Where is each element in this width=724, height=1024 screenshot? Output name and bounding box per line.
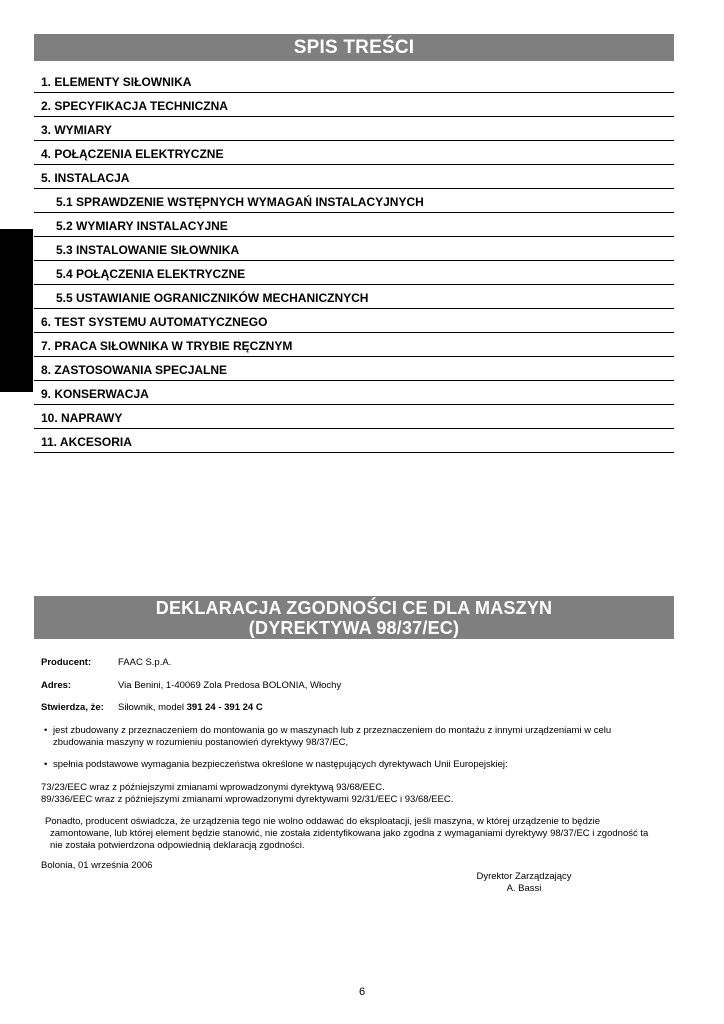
toc-item[interactable]: 10. NAPRAWY: [34, 405, 674, 429]
bullet1-line2: zbudowania maszyny w rozumieniu postanowień dyrektywy 98/37/EC,: [53, 737, 349, 748]
address-label: Adres:: [41, 680, 72, 691]
directive-1: 73/23/EEC wraz z późniejszymi zmianami wprowadzonymi dyrektywą 93/68/EEC.: [41, 782, 385, 793]
page-number: 6: [358, 986, 366, 998]
toc-item[interactable]: 6. TEST SYSTEMU AUTOMATYCZNEGO: [34, 309, 674, 333]
toc-subitem[interactable]: 5.4 POŁĄCZENIA ELEKTRYCZNE: [34, 261, 674, 285]
further-statement: [45, 816, 675, 852]
toc-item[interactable]: 3. WYMIARY: [34, 117, 674, 141]
toc-item[interactable]: 9. KONSERWACJA: [34, 381, 674, 405]
bullet1-line1: jest zbudowany z przeznaczeniem do montowania go w maszynach lub z przeznaczeniem do montażu z innymi urządzeniami w celu: [53, 725, 612, 736]
declaration-title-line1: DEKLARACJA ZGODNOŚCI CE DLA MASZYN: [155, 598, 553, 618]
toc-item[interactable]: 8. ZASTOSOWANIA SPECJALNE: [34, 357, 674, 381]
confirms-value-prefix: Siłownik, model: [118, 702, 184, 713]
toc-subitem[interactable]: 5.1 SPRAWDZENIE WSTĘPNYCH WYMAGAŃ INSTALACYJNYCH: [34, 189, 674, 213]
toc-item[interactable]: 2. SPECYFIKACJA TECHNICZNA: [34, 93, 674, 117]
bullet-construction: [44, 725, 673, 749]
place-date: Bolonia, 01 września 2006: [41, 860, 153, 871]
section-tab-marker: [0, 229, 33, 392]
toc-item[interactable]: 1. ELEMENTY SIŁOWNIKA: [34, 69, 674, 93]
toc-title: SPIS TREŚCI: [34, 34, 674, 61]
toc-item[interactable]: 7. PRACA SIŁOWNIKA W TRYBIE RĘCZNYM: [34, 333, 674, 357]
further-line3: nie została potwierdzona odpowiednią deklaracją zgodności.: [50, 840, 305, 851]
signer-title: Dyrektor Zarządzający: [476, 871, 572, 882]
toc-item[interactable]: 5. INSTALACJA: [34, 165, 674, 189]
further-line2: zamontowane, lub której element będzie stanowić, nie została zidentyfikowana jako zgodna z wymaganiami dyrektywy 98/37/EC i zgodność ta: [50, 828, 649, 839]
model-number: 391 24 - 391 24 C: [186, 702, 263, 713]
declaration-title: [34, 596, 674, 639]
bullet-requirements: [44, 759, 673, 771]
bullet2-text: spełnia podstawowe wymagania bezpieczeństwa określone w następujących dyrektywach Unii Europejskiej:: [53, 759, 508, 770]
toc-item[interactable]: 4. POŁĄCZENIA ELEKTRYCZNE: [34, 141, 674, 165]
confirms-value: [118, 702, 263, 714]
signature-block: [464, 871, 584, 895]
toc-subitem[interactable]: 5.3 INSTALOWANIE SIŁOWNIKA: [34, 237, 674, 261]
directive-2: 89/336/EEC wraz z późniejszymi zmianami wprowadzonymi dyrektywami 92/31/EEC i 93/68/EEC.: [41, 794, 454, 805]
signer-name: A. Bassi: [506, 883, 542, 894]
producer-label: Producent:: [41, 657, 92, 668]
toc-subitem[interactable]: 5.2 WYMIARY INSTALACYJNE: [34, 213, 674, 237]
further-line1: Ponadto, producent oświadcza, że urządzenia tego nie wolno oddawać do eksploatacji, jeśli maszyna, w której urządzenie to będzie: [45, 816, 601, 827]
declaration-title-line2: (DYREKTYWA 98/37/EC): [248, 618, 460, 638]
bullet-icon: •: [44, 725, 48, 736]
confirms-label: Stwierdza, że:: [41, 702, 104, 713]
address-value: Via Benini, 1-40069 Zola Predosa BOLONIA, Włochy: [118, 680, 342, 691]
table-of-contents: [34, 69, 674, 453]
toc-subitem[interactable]: 5.5 USTAWIANIE OGRANICZNIKÓW MECHANICZNYCH: [34, 285, 674, 309]
bullet-icon: •: [44, 759, 48, 770]
producer-value: FAAC S.p.A.: [118, 657, 172, 668]
toc-item[interactable]: 11. AKCESORIA: [34, 429, 674, 453]
